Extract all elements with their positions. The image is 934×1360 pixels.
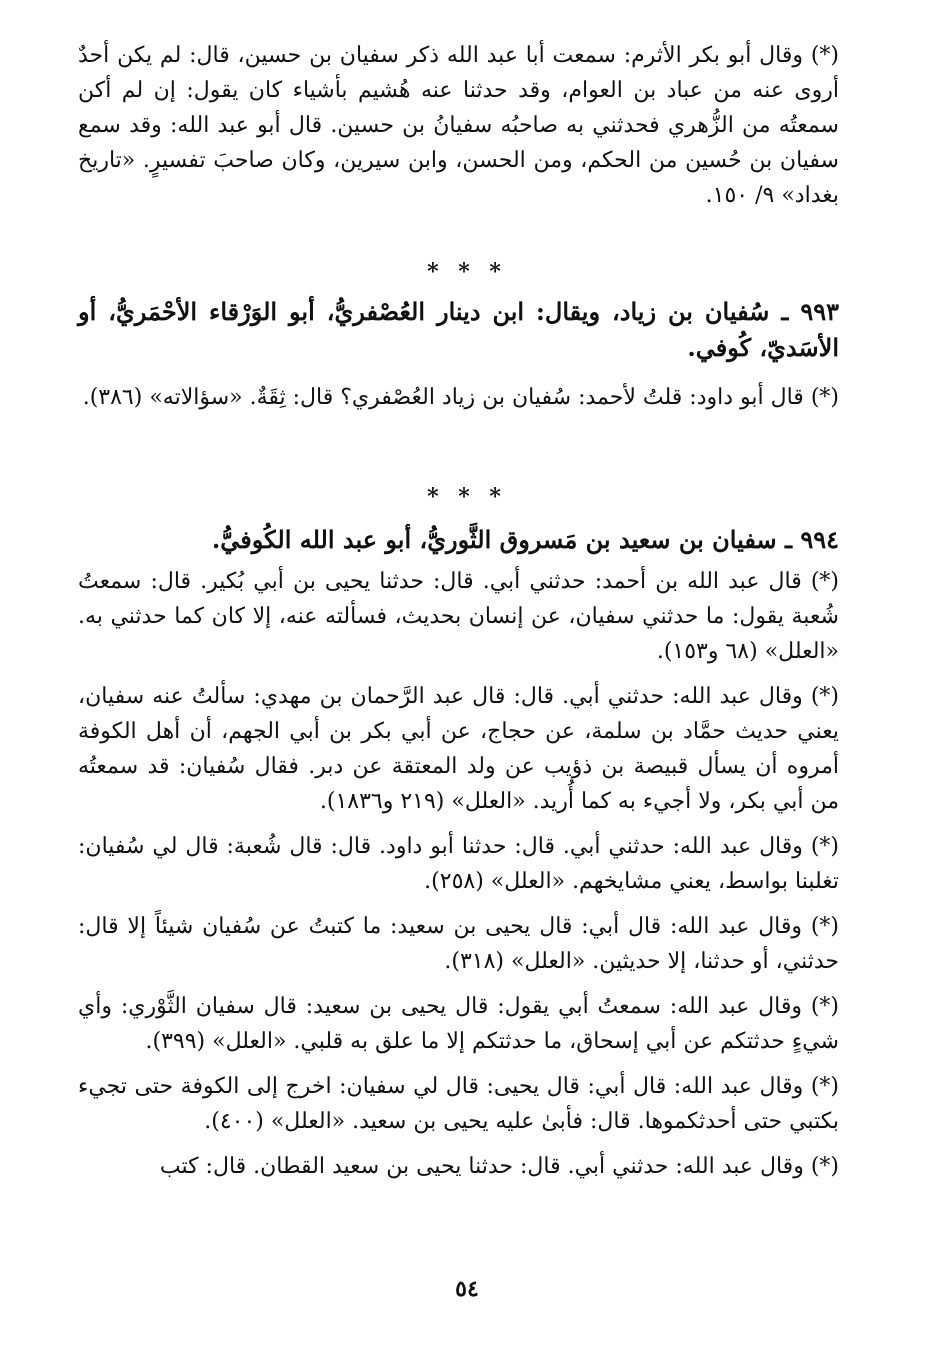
entry-994 — [78, 522, 839, 1184]
paragraph: (*) وقال عبد الله: حدثني أبي. قال: قال عبد الرَّحمان بن مهدي: سألتُ عنه سفيان، يعني حديث حمَّاد بن سلمة، عن حجاج، عن أبي بكر بن أبي الجهم، أن أهل الكوفة أمروه أن يسأل قبيصة بن ذؤيب عن ولد المعتقة عن دبر. فقال سُفيان: قد سمعتُه من أبي بكر، ولا أجيء به كما أُريد. «العلل» (٢١٩ و١٨٣٦). — [78, 684, 839, 814]
paragraph: (*) وقال عبد الله: حدثني أبي. قال: حدثنا أبو داود. قال: قال شُعبة: قال لي سُفيان: تغلبنا بواسط، يعني مشايخهم. «العلل» (٢٥٨). — [78, 834, 839, 894]
entry-heading: ٩٩٣ ـ سُفيان بن زياد، ويقال: ابن دينار العُصْفريُّ، أبو الوَرْقاء الأحْمَريُّ، أو الأسَديّ، كُوفي. — [78, 297, 839, 362]
entry-heading: ٩٩٤ ـ سفيان بن سعيد بن مَسروق الثَّوريُّ، أبو عبد الله الكُوفيُّ. — [211, 525, 839, 554]
paragraph: (*) وقال عبد الله: حدثني أبي. قال: حدثنا يحيى بن سعيد القطان. قال: كتب — [159, 1154, 839, 1179]
entry-993 — [78, 294, 839, 415]
section-separator: * * * — [427, 484, 507, 510]
entry-992-tail — [78, 38, 839, 213]
paragraph: (*) قال أبو داود: قلتُ لأحمد: سُفيان بن زياد العُصْفري؟ قال: ثِقَةٌ. «سؤالاته» (٣٨٦). — [82, 385, 839, 410]
paragraph: (*) قال عبد الله بن أحمد: حدثني أبي. قال: حدثنا يحيى بن أبي بُكير. قال: سمعتُ شُعبة يقول: ما حدثني سفيان، عن إنسان بحديث، فسألته عنه، إلا كان كما حدثني به. «العلل» (٦٨ و١٥٣). — [78, 569, 839, 664]
paragraph: (*) وقال عبد الله: قال أبي: قال يحيى: قال لي سفيان: اخرج إلى الكوفة حتى تجيء بكتبي حتى أحدثكموها. قال: فأبىٰ عليه يحيى بن سعيد. «العلل» (٤٠٠). — [78, 1074, 839, 1134]
page-number: ٥٤ — [455, 1276, 479, 1302]
paragraph: (*) وقال عبد الله: قال أبي: قال يحيى بن سعيد: ما كتبتُ عن سُفيان شيئاً إلا قال: حدثني، أو حدثنا، إلا حديثين. «العلل» (٣١٨). — [78, 914, 839, 974]
section-separator: * * * — [427, 259, 507, 285]
paragraph: (*) وقال أبو بكر الأثرم: سمعت أبا عبد الله ذكر سفيان بن حسين، قال: لم يكن أحدٌ أروى عنه من عباد بن العوام، وقد حدثنا عنه هُشيم بأشياء كان يقول: إن لم أكن سمعتُه من الزُّهري فحدثني به صاحبُه سفيانُ بن حسين. قال أبو عبد الله: وقد سمع سفيان بن حُسين من الحكم، ومن الحسن، وابن سيرين، وكان صاحبَ تفسيرٍ. «تاريخ بغداد» ٩/ ١٥٠. — [78, 43, 839, 208]
paragraph: (*) وقال عبد الله: سمعتُ أبي يقول: قال يحيى بن سعيد: قال سفيان الثَّوْري: وأي شيءٍ حدثتكم عن أبي إسحاق، ما حدثتكم إلا ما علق به قلبي. «العلل» (٣٩٩). — [78, 994, 839, 1054]
